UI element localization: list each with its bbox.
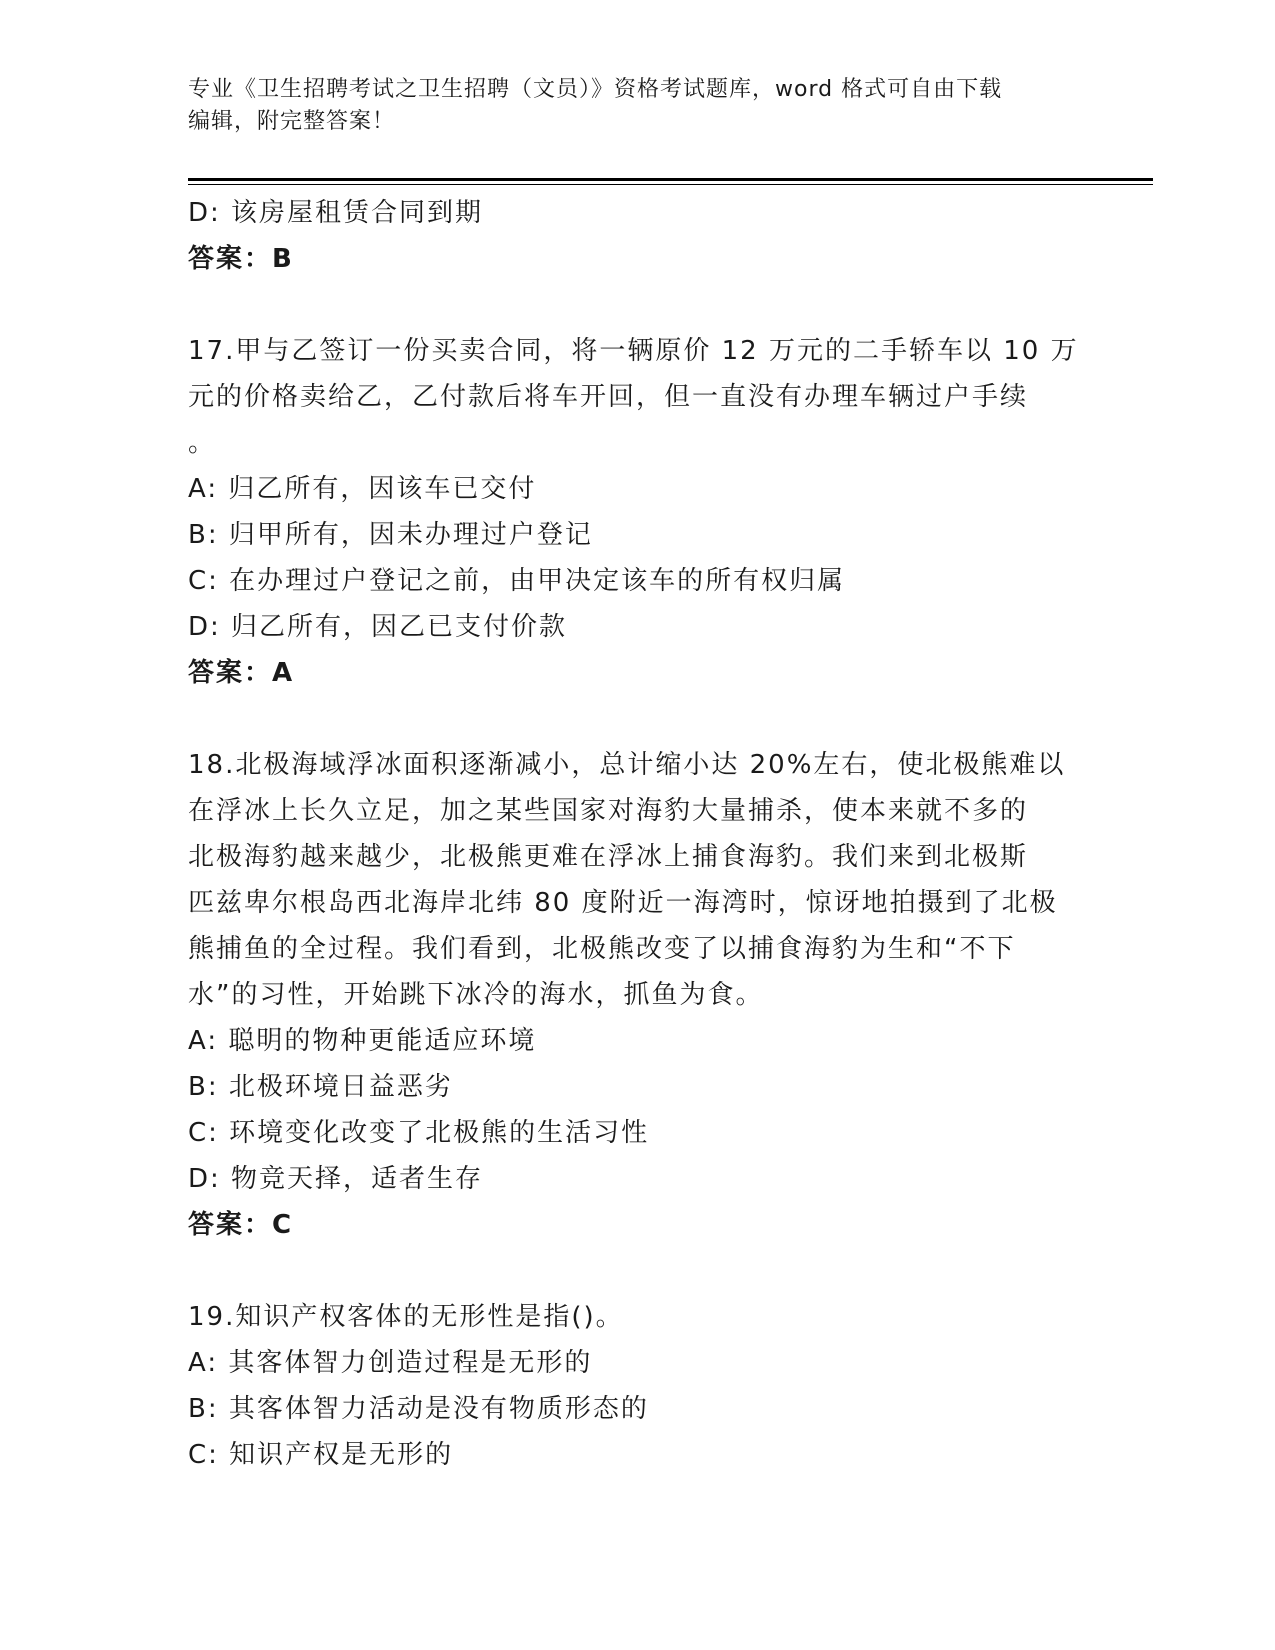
question-17-option-d: D: 归乙所有，因乙已支付价款: [188, 612, 568, 642]
question-18-text-line-3: 北极海豹越来越少，北极熊更难在浮冰上捕食海豹。我们来到北极斯: [188, 842, 1029, 872]
spacer: [188, 282, 1088, 328]
question-18-text-line-5: 熊捕鱼的全过程。我们看到，北极熊改变了以捕食海豹为生和“不下: [188, 934, 1016, 964]
header-line-2: 编辑，附完整答案！: [188, 109, 396, 134]
question-18-text-line-2: 在浮冰上长久立足，加之某些国家对海豹大量捕杀，使本来就不多的: [188, 796, 1029, 826]
question-18-text-line-6: 水”的习性，开始跳下冰冷的海水，抓鱼为食。: [188, 980, 764, 1010]
question-19: [188, 1294, 1088, 1478]
question-18-option-a: A: 聪明的物种更能适应环境: [188, 1026, 537, 1056]
spacer: [188, 696, 1088, 742]
header-divider-thick: [188, 178, 1153, 181]
question-17-text-line-3: 。: [188, 428, 217, 458]
question-19-option-b: B: 其客体智力活动是没有物质形态的: [188, 1394, 649, 1424]
question-17: [188, 328, 1088, 696]
page-header: [188, 74, 1088, 138]
question-19-option-c: C: 知识产权是无形的: [188, 1440, 454, 1470]
question-18-text-line-1: 18.北极海域浮冰面积逐渐减小，总计缩小达 20%左右，使北极熊难以: [188, 750, 1066, 780]
question-17-option-a: A: 归乙所有，因该车已交付: [188, 474, 537, 504]
prev-question-option-d: D: 该房屋租赁合同到期: [188, 198, 484, 228]
question-19-option-a: A: 其客体智力创造过程是无形的: [188, 1348, 593, 1378]
question-content: [188, 190, 1088, 1478]
header-line-1: 专业《卫生招聘考试之卫生招聘（文员）》资格考试题库，word 格式可自由下载: [188, 77, 1003, 102]
question-18-option-b: B: 北极环境日益恶劣: [188, 1072, 453, 1102]
prev-question-answer: 答案：B: [188, 244, 294, 274]
question-18-answer: 答案：C: [188, 1210, 294, 1240]
question-17-text-line-2: 元的价格卖给乙，乙付款后将车开回，但一直没有办理车辆过户手续: [188, 382, 1029, 412]
question-17-option-c: C: 在办理过户登记之前，由甲决定该车的所有权归属: [188, 566, 846, 596]
question-18-text-line-4: 匹兹卑尔根岛西北海岸北纬 80 度附近一海湾时，惊讶地拍摄到了北极: [188, 888, 1058, 918]
header-divider-thin: [188, 184, 1153, 185]
question-17-text-line-1: 17.甲与乙签订一份买卖合同，将一辆原价 12 万元的二手轿车以 10 万: [188, 336, 1079, 366]
question-19-text-line-1: 19.知识产权客体的无形性是指()。: [188, 1302, 624, 1332]
question-18-option-c: C: 环境变化改变了北极熊的生活习性: [188, 1118, 650, 1148]
question-17-option-b: B: 归甲所有，因未办理过户登记: [188, 520, 593, 550]
spacer: [188, 1248, 1088, 1294]
question-17-answer: 答案：A: [188, 658, 295, 688]
question-18: [188, 742, 1088, 1248]
question-18-option-d: D: 物竞天择，适者生存: [188, 1164, 484, 1194]
